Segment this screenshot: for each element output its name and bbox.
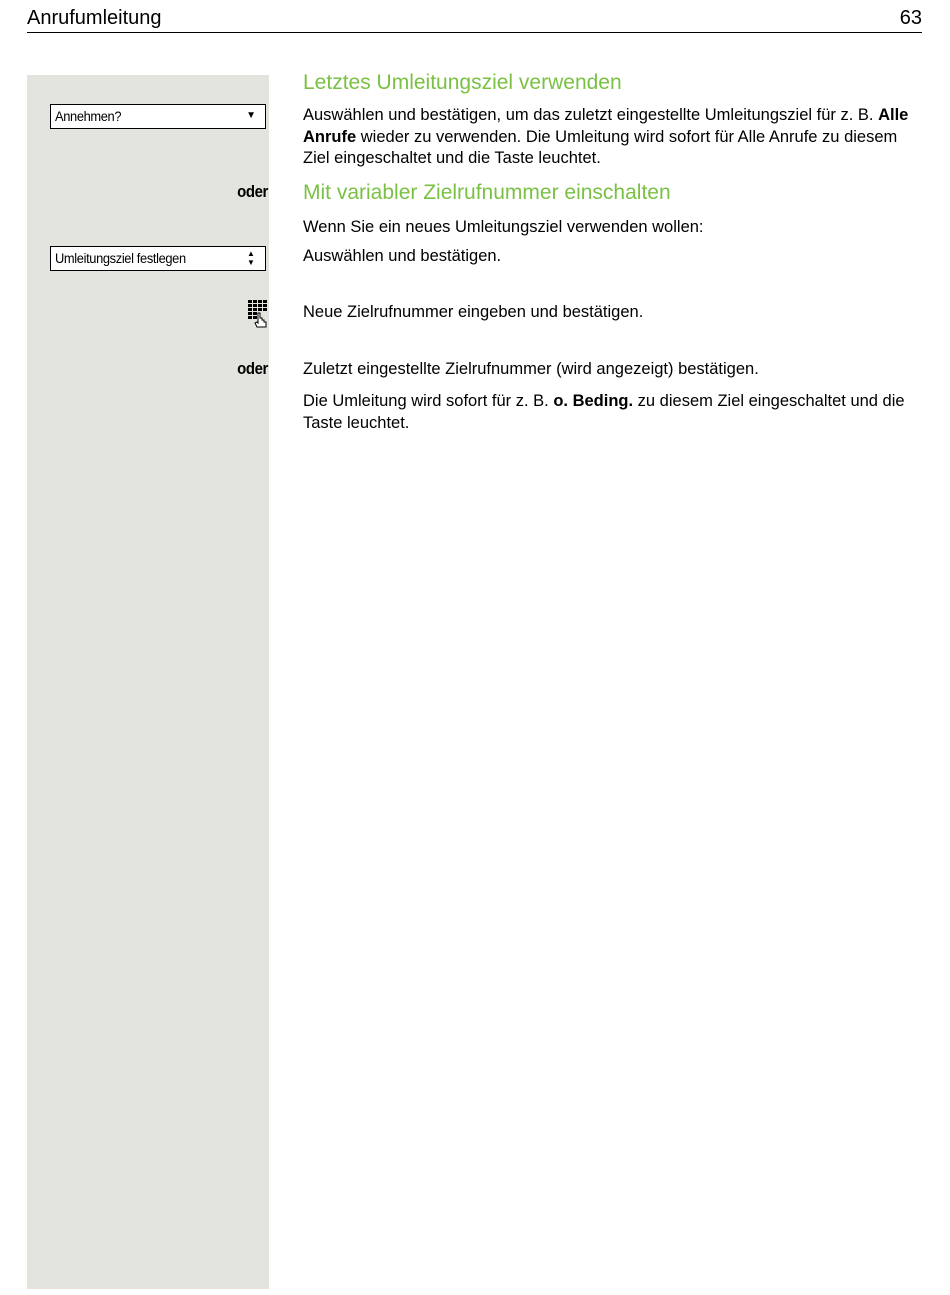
section-heading: Letztes Umleitungsziel verwenden (303, 71, 622, 94)
oder-label: oder (237, 359, 268, 378)
paragraph: Neue Zielrufnummer eingeben und bestätigen. (303, 303, 644, 321)
display-label: Annehmen? (55, 108, 122, 124)
display-annehmen[interactable] (50, 104, 266, 129)
paragraph: Wenn Sie ein neues Umleitungsziel verwenden wollen: (303, 218, 704, 236)
chapter-title: Anrufumleitung (27, 7, 162, 29)
paragraph: Die Umleitung wird sofort für z. B. o. Beding. zu diesem Ziel eingeschaltet und die Taste leuchtet. (303, 392, 905, 432)
down-arrow-icon: ▼ (246, 110, 256, 121)
page-header (27, 6, 922, 33)
paragraph: Auswählen und bestätigen. (303, 247, 502, 265)
section-heading: Mit variabler Zielrufnummer einschalten (303, 181, 671, 204)
paragraph: Zuletzt eingestellte Zielrufnummer (wird angezeigt) bestätigen. (303, 360, 759, 378)
page-number: 63 (899, 7, 922, 29)
keypad-icon (247, 300, 269, 328)
display-umleitungsziel-festlegen[interactable] (50, 246, 266, 271)
oder-label: oder (237, 182, 268, 201)
display-label: Umleitungsziel festlegen (55, 250, 186, 266)
up-down-arrow-icon: ▲ ▼ (247, 249, 255, 267)
paragraph: Auswählen und bestätigen, um das zuletzt eingestellte Umleitungsziel für z. B. Alle Anrufe wieder zu verwenden. Die Umleitung wird sofort für Alle Anrufe zu diesem Ziel eingeschaltet und die Taste leuchtet. (303, 106, 909, 167)
